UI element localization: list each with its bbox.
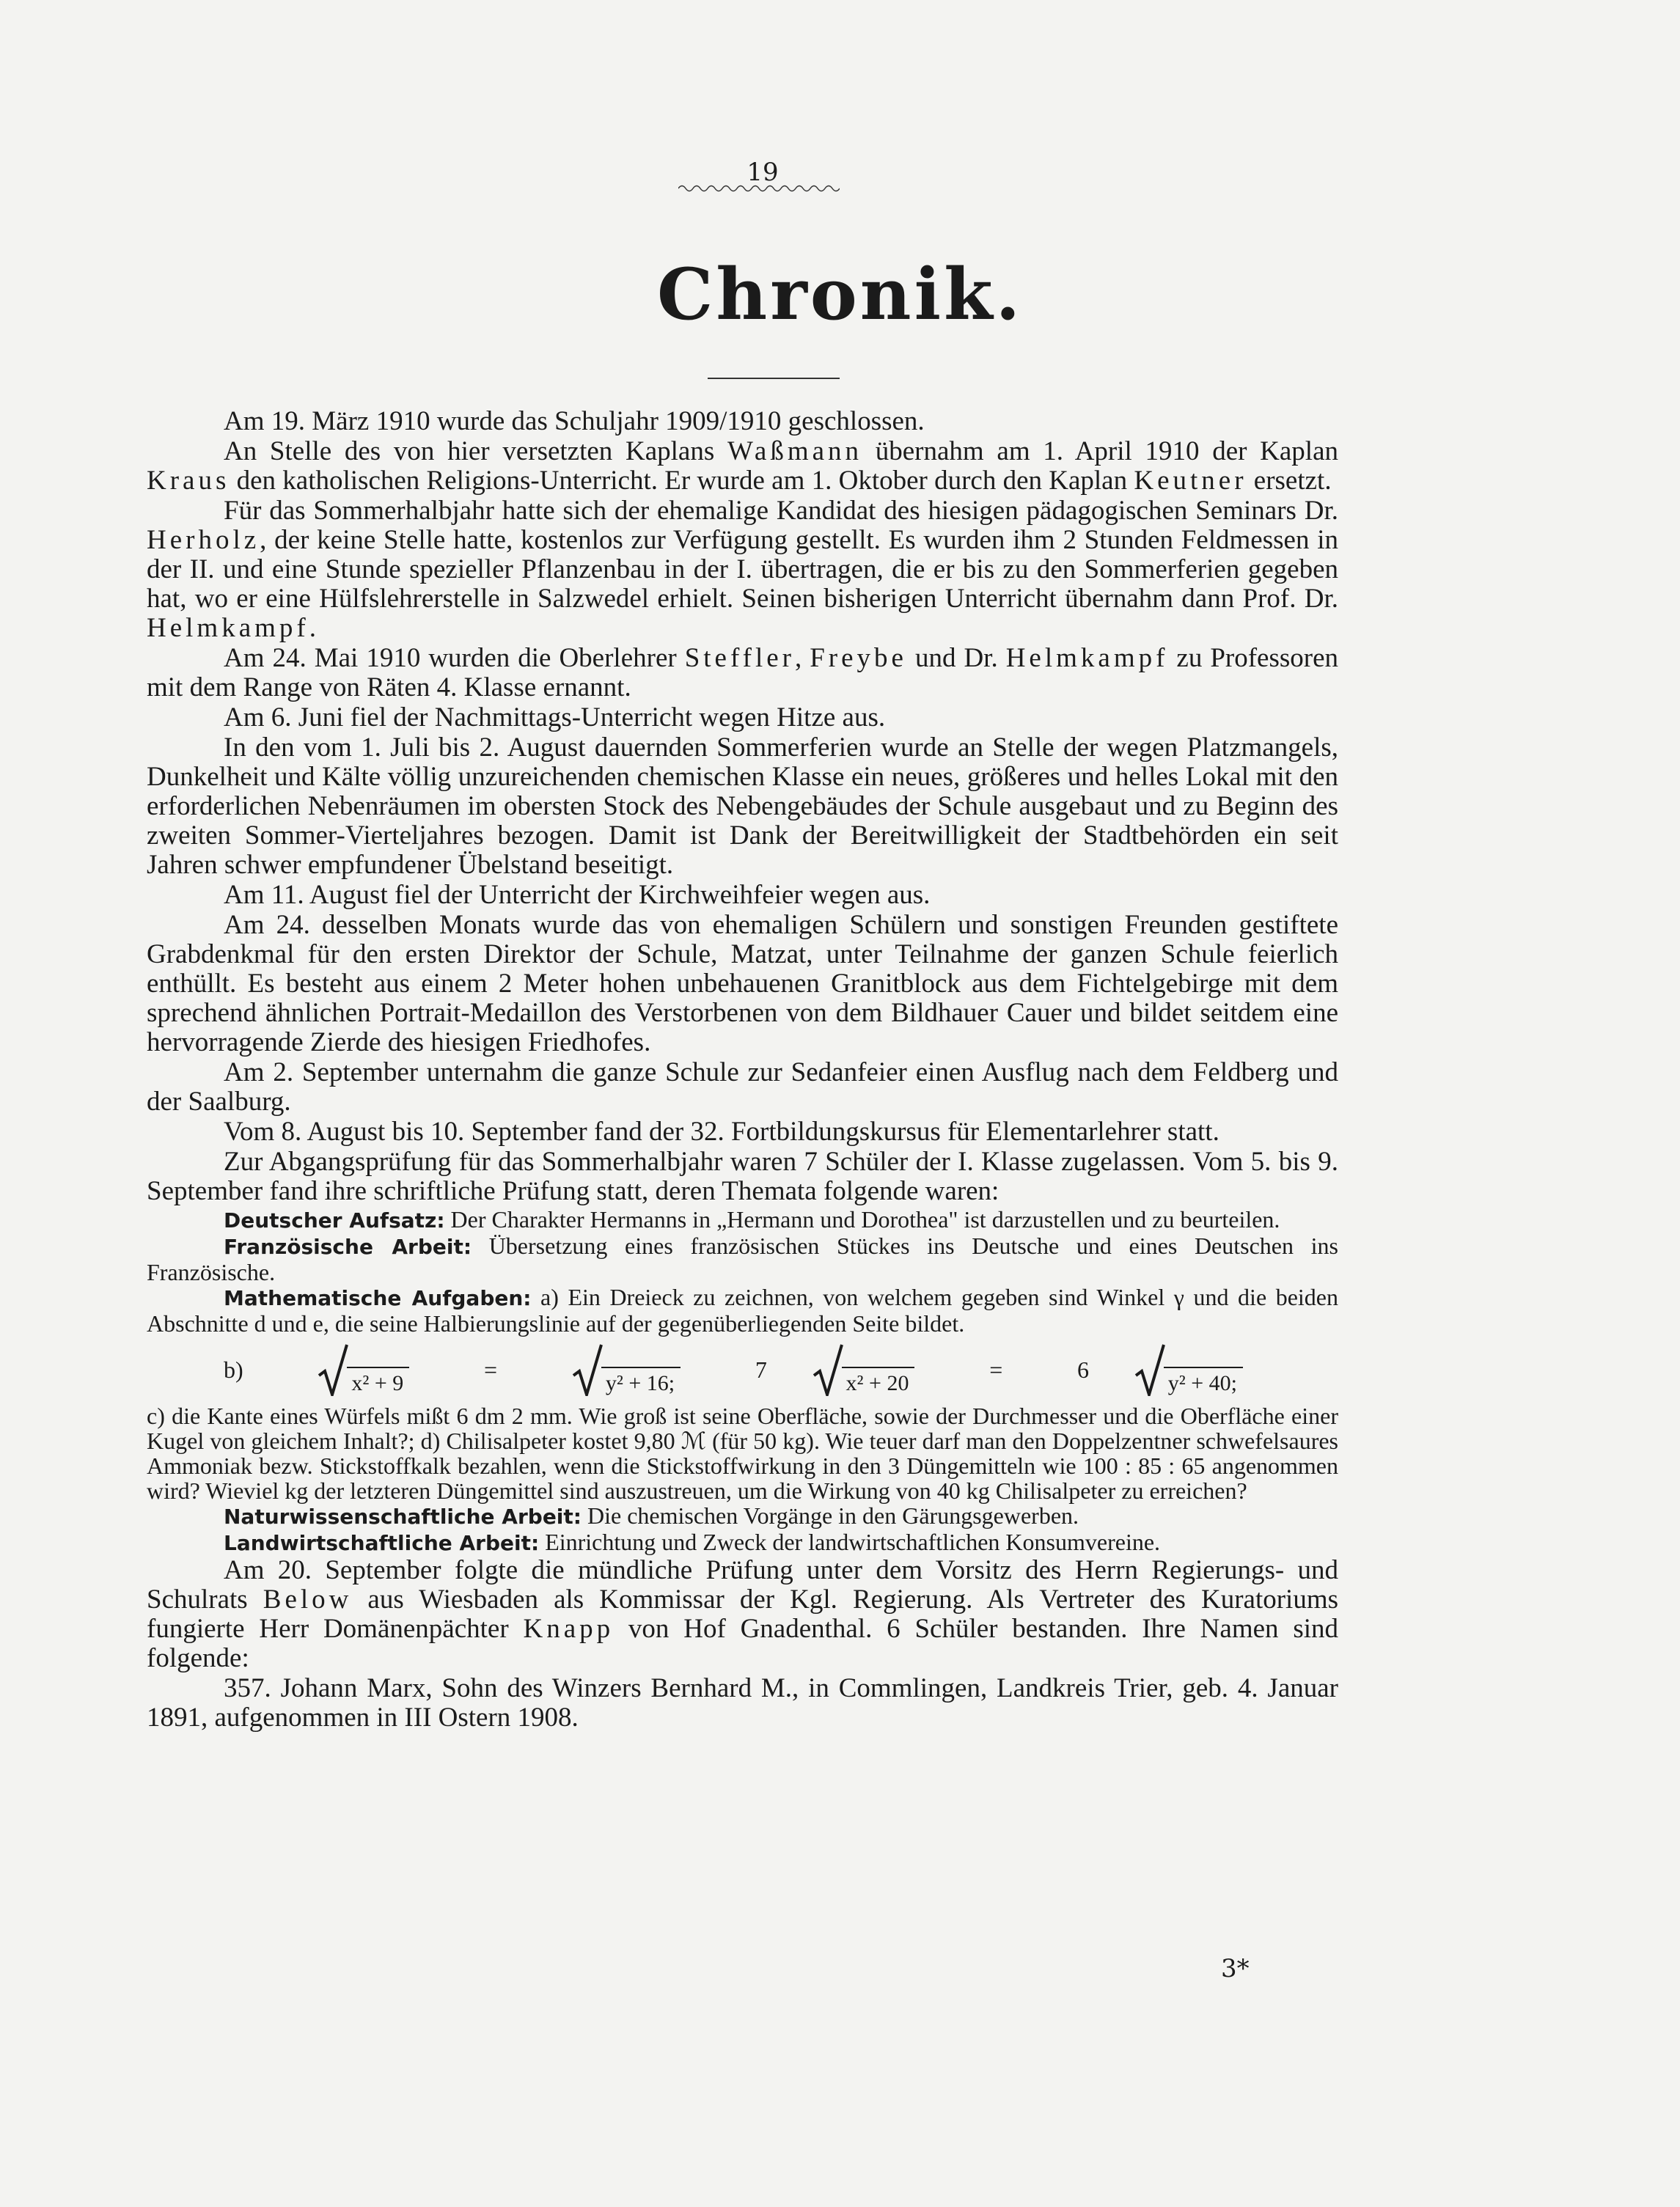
- topic-heading: Mathematische Aufgaben:: [224, 1286, 532, 1310]
- wavy-ornament-rule: [678, 183, 840, 194]
- paragraph: [147, 644, 1338, 702]
- square-root: [318, 1343, 409, 1396]
- exam-topic-agriculture: [147, 1530, 1338, 1556]
- paragraph: [147, 437, 1338, 496]
- paragraph-text: Am 19. März 1910 wurde das Schuljahr 1909/1910 geschlossen.: [224, 406, 925, 436]
- topic-text: a) Ein Dreieck zu zeichnen, von welchem gegeben sind Winkel γ und die beiden Abschnitte d und e, die seine Halbierungslinie auf der gegenüberliegenden Seite bildet.: [147, 1284, 1338, 1337]
- paragraph-text: Für das Sommerhalbjahr hatte sich der ehemalige Kandidat des hiesigen pädagogischen Seminars Dr.: [224, 496, 1338, 526]
- paragraph-text: ersetzt.: [1247, 466, 1332, 496]
- paragraph-text: zu Professoren mit dem Range von Räten 4. Klasse ernannt.: [147, 643, 1339, 702]
- topic-text: c) die Kante eines Würfels mißt 6 dm 2 mm. Wie groß ist seine Oberfläche, sowie der Durchmesser und die Oberfläche einer Kugel von gleichem Inhalt?; d) Chilisalpeter kostet 9,80 ℳ (für 50 kg). Wie teuer darf man den Doppelzentner schwefelsaures Ammoniak bezw. Stickstoffkalk bezahlen, wenn die Stickstoffwirkung in den 3 Düngemitteln wie 100 : 85 : 65 angenommen wird? Wieviel kg der letzteren Düngemittel sind auszustreuen, um die Wirkung von 40 kg Chilisalpeter zu erreichen?: [147, 1403, 1338, 1504]
- person-name: Kraus: [147, 466, 230, 496]
- equals-sign: =: [484, 1356, 498, 1383]
- person-name: Keutner: [1134, 466, 1247, 496]
- chronicle-body: [147, 407, 1338, 1733]
- equation-label: b): [224, 1356, 243, 1383]
- paragraph-text: .: [309, 613, 316, 643]
- paragraph-text: In den vom 1. Juli bis 2. August dauernden Sommerferien wurde an Stelle der wegen Platzmangels, Dunkelheit und Kälte völlig unzureichenden chemischen Klasse ein neues, größeres und helles Lokal mit den erforderlichen Nebenräumen im obersten Stock des Nebengebäudes der Schule ausgebaut und zu Beginn des zweiten Sommer-Vierteljahres bezogen. Damit ist Dank der Bereitwilligkeit der Stadtbehörden ein seit Jahren schwer empfundener Übelstand beseitigt.: [147, 732, 1338, 880]
- paragraph-text: und Dr.: [906, 643, 1006, 673]
- radical-sign-icon: [813, 1343, 843, 1396]
- paragraph-text: übernahm am 1. April 1910 der Kaplan: [862, 436, 1338, 466]
- radicand: y² + 40;: [1164, 1367, 1243, 1396]
- paragraph-text: von Hof Gnadenthal. 6 Schüler bestanden. Ihre Namen sind folgende:: [147, 1614, 1339, 1673]
- person-name: Helmkampf: [147, 613, 309, 643]
- graduate-entry: [147, 1674, 1338, 1733]
- person-name: Herholz: [147, 525, 260, 555]
- paragraph: [147, 1556, 1338, 1673]
- person-name: Steffler: [684, 643, 795, 673]
- paragraph-text: Vom 8. August bis 10. September fand der 32. Fortbildungskursus für Elementarlehrer statt.: [224, 1117, 1219, 1147]
- paragraph-text: Am 6. Juni fiel der Nachmittags-Unterricht wegen Hitze aus.: [224, 702, 886, 732]
- exam-topic-german: [147, 1207, 1338, 1233]
- square-root: [572, 1343, 681, 1396]
- radical-sign-icon: [572, 1343, 603, 1396]
- topic-heading: Deutscher Aufsatz:: [224, 1208, 445, 1233]
- topic-heading: Französische Arbeit:: [224, 1235, 472, 1259]
- paragraph: [147, 1058, 1338, 1117]
- paragraph-text: Zur Abgangsprüfung für das Sommerhalbjahr waren 7 Schüler der I. Klasse zugelassen. Vom 5. bis 9. September fand ihre schriftliche Prüfung statt, deren Themata folgende waren:: [147, 1147, 1338, 1206]
- paragraph: [147, 1147, 1338, 1206]
- paragraph-text: An Stelle des von hier versetzten Kaplans: [224, 436, 727, 466]
- math-problem-cd: [147, 1403, 1338, 1503]
- square-root: [813, 1343, 915, 1396]
- exam-topic-math: [147, 1285, 1338, 1336]
- equals-sign: =: [989, 1356, 1003, 1383]
- person-name: Helmkampf: [1005, 643, 1169, 673]
- paragraph-text: Am 20. September folgte die mündliche Prüfung unter dem Vorsitz des Herrn Regierungs- und Schulrats: [147, 1555, 1338, 1615]
- paragraph: [147, 1117, 1338, 1147]
- paragraph-text: Am 24. desselben Monats wurde das von ehemaligen Schülern und sonstigen Freunden gestiftete Grabdenkmal für den ersten Direktor der Schule, Matzat, unter Teilnahme der ganzen Schule feierlich enthüllt. Es besteht aus einem 2 Meter hohen unbehauenen Granitblock aus dem Fichtelgebirge mit dem sprechend ähnlichen Portrait-Medaillon des Verstorbenen von dem Bildhauer Cauer und bildet seitdem eine hervorragende Zierde des hiesigen Friedhofes.: [147, 910, 1338, 1057]
- topic-text: Einrichtung und Zweck der landwirtschaftlichen Konsumvereine.: [539, 1529, 1161, 1555]
- paragraph: [147, 911, 1338, 1057]
- radicand: y² + 16;: [601, 1367, 681, 1396]
- title-divider: [708, 378, 840, 379]
- exam-topic-science: [147, 1503, 1338, 1530]
- radical-sign-icon: [318, 1343, 348, 1396]
- paragraph-text: Am 11. August fiel der Unterricht der Kirchweihfeier wegen aus.: [224, 880, 931, 910]
- paragraph-text: , der keine Stelle hatte, kostenlos zur Verfügung gestellt. Es wurden ihm 2 Stunden Feldmessen in der II. und eine Stunde spezieller Pflanzenbau in der I. übertragen, die er bis zu den Sommerferien gegeben hat, wo er eine Hülfslehrerstelle in Salzwedel erhielt. Seinen bisherigen Unterricht übernahm dann Prof. Dr.: [147, 525, 1338, 614]
- topic-text: Die chemischen Vorgänge in den Gärungsgewerben.: [582, 1502, 1079, 1529]
- paragraph-text: den katholischen Religions-Unterricht. Er wurde am 1. Oktober durch den Kaplan: [230, 466, 1134, 496]
- paragraph: [147, 496, 1338, 643]
- paragraph-text: 357. Johann Marx, Sohn des Winzers Bernhard M., in Commlingen, Landkreis Trier, geb. 4. Januar 1891, aufgenommen in III Ostern 1908.: [147, 1673, 1338, 1733]
- topic-heading: Landwirtschaftliche Arbeit:: [224, 1531, 540, 1555]
- radicand: x² + 9: [347, 1367, 409, 1396]
- coefficient: 6: [1076, 1356, 1089, 1383]
- paragraph-text: Am 2. September unternahm die ganze Schule zur Sedanfeier einen Ausflug nach dem Feldberg und der Saalburg.: [147, 1057, 1338, 1117]
- paragraph: [147, 733, 1338, 880]
- paragraph: [147, 703, 1338, 732]
- math-equation: [147, 1340, 1338, 1399]
- exam-topic-french: [147, 1233, 1338, 1285]
- radical-sign-icon: [1134, 1343, 1165, 1396]
- paragraph: [147, 881, 1338, 910]
- exam-topics: [147, 1207, 1338, 1556]
- topic-heading: Naturwissenschaftliche Arbeit:: [224, 1505, 582, 1529]
- person-name: Freybe: [810, 643, 907, 673]
- person-name: Below: [263, 1584, 353, 1615]
- topic-text: Der Charakter Hermanns in „Hermann und Dorothea" ist darzustellen und zu beurteilen.: [444, 1206, 1280, 1233]
- topic-text: Übersetzung eines französischen Stückes ins Deutsche und eines Deutschen ins Französische.: [147, 1233, 1338, 1285]
- page-number: 19: [747, 158, 779, 187]
- square-root: [1134, 1343, 1243, 1396]
- person-name: Knapp: [523, 1614, 615, 1644]
- coefficient: 7: [755, 1356, 767, 1383]
- radicand: x² + 20: [842, 1367, 915, 1396]
- printer-signature-mark: 3*: [1221, 1954, 1250, 1983]
- paragraph-text: ,: [794, 643, 810, 673]
- page-title: Chronik.: [656, 253, 1023, 336]
- paragraph: [147, 407, 1338, 436]
- person-name: Waßmann: [727, 436, 863, 466]
- paragraph-text: Am 24. Mai 1910 wurden die Oberlehrer: [224, 643, 685, 673]
- paragraph-text: aus Wiesbaden als Kommissar der Kgl. Regierung. Als Vertreter des Kuratoriums fungierte Herr Domänenpächter: [147, 1584, 1339, 1644]
